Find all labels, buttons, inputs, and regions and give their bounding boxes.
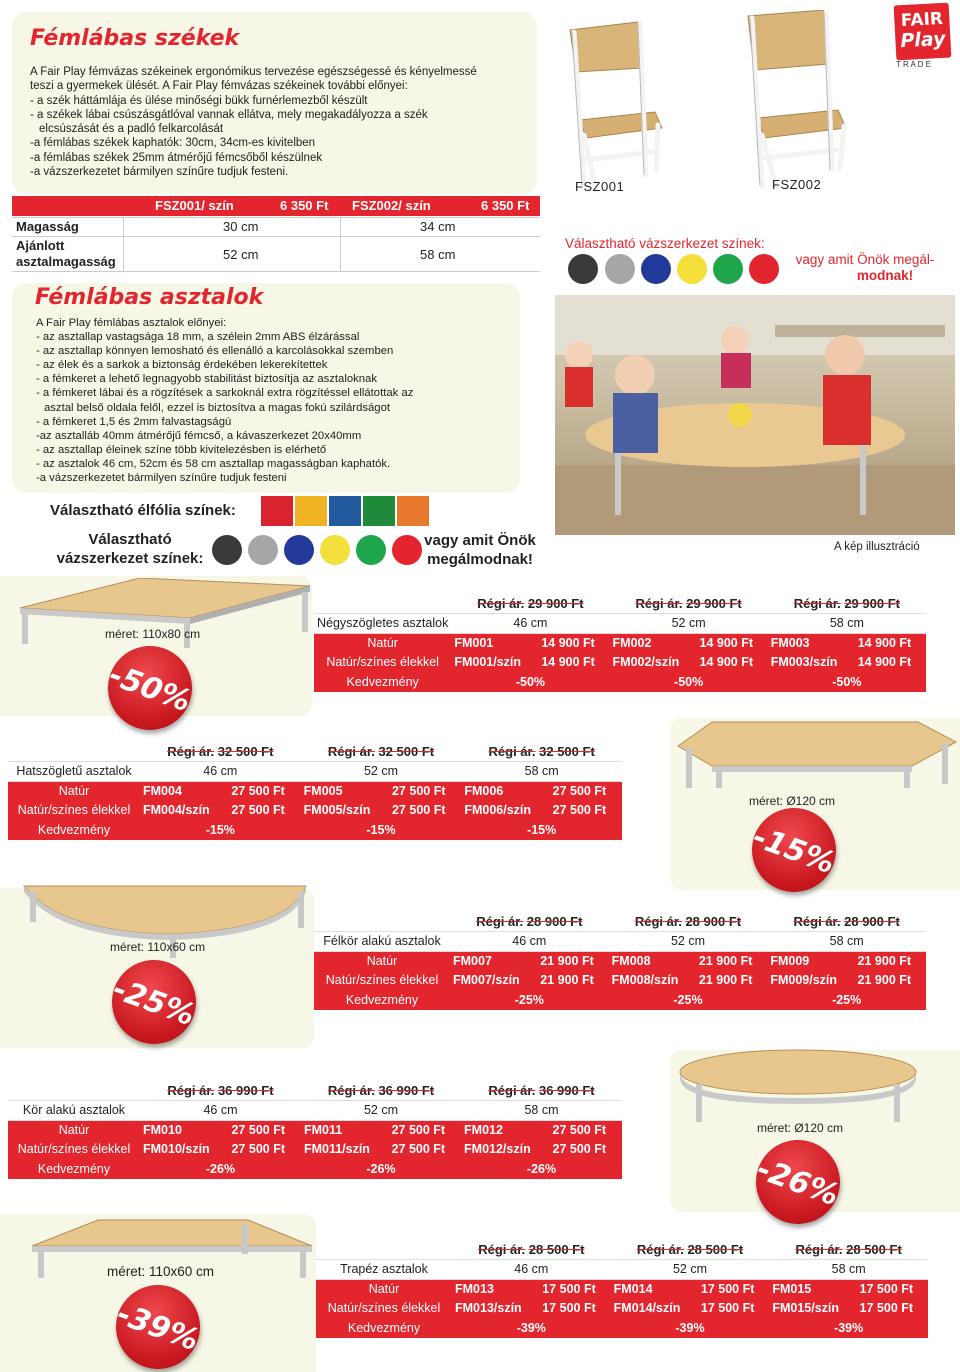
product-code: FM012 (461, 1120, 549, 1140)
chair-price-2: 6 350 Ft (481, 198, 530, 213)
product-code: FM010/szín (140, 1140, 228, 1160)
row-label: Kedvezmény (316, 1318, 452, 1338)
discount-cell: -15% (140, 820, 301, 840)
product-price: 21 900 Ft (855, 971, 926, 991)
chairs-intro-text (30, 65, 535, 179)
product-code: FM014/szín (611, 1299, 698, 1319)
natur-row (8, 781, 622, 801)
tables-intro-line: - az asztallap éleinek színe több kivitelezésben is elérhető (36, 443, 327, 456)
colored-row (314, 653, 926, 673)
old-price: Régi ár. 28 500 Ft (795, 1242, 902, 1257)
chairs-intro-line: -a fémlábas székek 25mm átmérőjű fémcsőből készülnek (30, 151, 323, 164)
tables-title: Fémlábas asztalok (35, 285, 264, 310)
tables-intro-line: -az asztalláb 40mm átmérőjű fémcső, a kávaszerkezet 20x40mm (36, 429, 362, 442)
tables-intro-text (36, 316, 516, 485)
row-label: Natúr/színes élekkel (8, 1140, 140, 1160)
discount-badge: -39% (104, 1273, 212, 1372)
product-price: 14 900 Ft (855, 653, 926, 673)
size-label: méret: 110x60 cm (107, 1264, 215, 1279)
row-label: Kedvezmény (314, 990, 450, 1010)
discount-row (314, 990, 926, 1010)
product-price: 27 500 Ft (550, 1120, 622, 1140)
chair-frame-colors-label: Választható vázszerkezet színek: (565, 236, 765, 251)
foil-swatch-red (261, 496, 293, 526)
old-price-row (8, 742, 622, 762)
color-swatch-yellow (320, 535, 350, 565)
discount-cell: -50% (768, 672, 926, 692)
table-height-label-line: asztalmagasság (16, 254, 116, 269)
product-code: FM008/szín (609, 971, 696, 991)
row-label: Natúr/színes élekkel (316, 1299, 452, 1319)
product-code: FM003 (768, 633, 855, 653)
divider (12, 271, 540, 272)
price-table (314, 594, 926, 692)
logo-subtitle: T R A D E (896, 60, 931, 69)
divider (12, 236, 540, 237)
discount-cell: -26% (461, 1159, 622, 1179)
product-price: 14 900 Ft (697, 653, 768, 673)
colored-row (314, 971, 926, 991)
height-cell: 52 cm (609, 932, 768, 952)
tables-intro-line: -a vázszerkezetet bármilyen színűre tudjuk festeni (36, 472, 287, 485)
old-price-row (314, 594, 926, 614)
height-cell: 52 cm (610, 614, 768, 634)
height-cell: 58 cm (768, 614, 926, 634)
height-cell: 58 cm (461, 1101, 622, 1121)
fair-play-logo (894, 3, 952, 61)
discount-row (314, 672, 926, 692)
product-code: FM006 (461, 781, 549, 801)
logo-line: Play (899, 27, 947, 53)
discount-cell: -26% (301, 1159, 461, 1179)
old-price-row (8, 1081, 622, 1101)
discount-cell: -50% (610, 672, 768, 692)
old-price: Régi ár. 28 900 Ft (793, 914, 900, 929)
chairs-intro-line: - a székek lábai csúszásgátlóval vannak ellátva, mely megakadályozza a szék (30, 108, 428, 121)
natur-row (314, 951, 926, 971)
row-label: Natúr (8, 781, 140, 801)
divider (123, 217, 124, 271)
discount-row (316, 1318, 928, 1338)
product-code: FM003/szín (768, 653, 855, 673)
old-price: Régi ár. 36 990 Ft (327, 1083, 435, 1098)
color-swatch-green (713, 254, 743, 284)
product-code: FM006/szín (461, 801, 549, 821)
chairs-intro-line: -a vázszerkezetet bármilyen színűre tudjuk festeni. (30, 166, 289, 179)
tables-intro-line: - az asztallap könnyen lemosható és ellenálló a karcolásokkal szemben (36, 345, 394, 358)
discount-row (8, 820, 622, 840)
natur-row (316, 1279, 928, 1299)
tables-intro-line: A Fair Play fémlábas asztalok előnyei: (36, 317, 227, 329)
size-label: méret: Ø120 cm (749, 794, 836, 808)
discount-cell: -25% (609, 990, 768, 1010)
table-frame-colors-label (50, 530, 210, 568)
discount-cell: -50% (451, 672, 609, 692)
color-swatch-blue (641, 254, 671, 284)
color-swatch-black (568, 254, 598, 284)
product-code: FM005 (301, 781, 389, 801)
height-cell: 46 cm (450, 932, 609, 952)
chair-fsz001-image (570, 22, 662, 190)
old-price-row (316, 1240, 928, 1260)
color-swatch-red (392, 535, 422, 565)
row-label: Natúr (314, 951, 450, 971)
colored-row (316, 1299, 928, 1319)
product-title: Félkör alakú asztalok (314, 932, 450, 952)
chairs-intro-line: A Fair Play fémvázas székeinek ergonómikus tervezése egészségessé és kényelmessé (30, 66, 477, 78)
product-price: 14 900 Ft (855, 633, 926, 653)
product-price: 14 900 Ft (538, 633, 609, 653)
product-code: FM015 (769, 1279, 856, 1299)
row-label: Natúr (314, 633, 451, 653)
product-price: 21 900 Ft (855, 951, 926, 971)
height-cell: 46 cm (140, 1101, 301, 1121)
price-table (8, 1081, 622, 1179)
product-code: FM002 (610, 633, 697, 653)
product-code: FM011/szín (301, 1140, 389, 1160)
dream-note-line: vagy amit Önök megál- (795, 252, 935, 267)
color-swatch-yellow (677, 254, 707, 284)
discount-cell: -39% (769, 1318, 928, 1338)
height-cell: 52 cm (301, 1101, 461, 1121)
photo-caption: A kép illusztráció (834, 541, 920, 553)
colored-row (8, 1140, 622, 1160)
discount-cell: -15% (301, 820, 462, 840)
table-height-label-line: Ajánlott (16, 238, 65, 253)
row-label: Natúr (8, 1120, 140, 1140)
chairs-title: Fémlábas székek (30, 26, 240, 51)
product-price: 21 900 Ft (537, 971, 608, 991)
chair-table-height-1: 52 cm (223, 247, 259, 262)
product-code: FM014 (611, 1279, 698, 1299)
product-code: FM007/szín (450, 971, 537, 991)
chair-label-fsz001: FSZ001 (575, 179, 625, 194)
product-title: Hatszögletű asztalok (8, 762, 140, 782)
product-price: 17 500 Ft (857, 1279, 928, 1299)
discount-badge: -26% (744, 1128, 852, 1236)
foil-colors-label: Választható élfólia színek: (50, 502, 236, 519)
product-price: 27 500 Ft (389, 1140, 461, 1160)
product-price: 21 900 Ft (537, 951, 608, 971)
chair-model-2: FSZ002/ szín (352, 198, 431, 213)
product-code: FM004/szín (140, 801, 228, 821)
height-cell: 46 cm (140, 762, 301, 782)
color-swatch-green (356, 535, 386, 565)
row-label: Kedvezmény (314, 672, 451, 692)
row-label: Natúr/színes élekkel (8, 801, 140, 821)
old-price: Régi ár. 36 990 Ft (488, 1083, 595, 1098)
product-price: 17 500 Ft (857, 1299, 928, 1319)
row-label: Kedvezmény (8, 820, 140, 840)
product-price: 27 500 Ft (389, 1120, 461, 1140)
height-row (314, 932, 926, 952)
product-price: 21 900 Ft (696, 971, 767, 991)
product-title: Trapéz asztalok (316, 1260, 452, 1280)
discount-cell: -15% (461, 820, 622, 840)
product-price: 17 500 Ft (539, 1299, 610, 1319)
height-cell: 52 cm (301, 762, 462, 782)
row-label: Kedvezmény (8, 1159, 140, 1179)
old-price: Régi ár. 29 900 Ft (635, 596, 742, 611)
size-label: méret: 110x60 cm (110, 940, 206, 954)
colored-row (8, 801, 622, 821)
row-label: Natúr/színes élekkel (314, 971, 450, 991)
old-price: Régi ár. 28 500 Ft (478, 1242, 585, 1257)
height-row (314, 614, 926, 634)
old-price: Régi ár. 28 900 Ft (634, 914, 742, 929)
dream-note-line: modnak! (856, 268, 914, 283)
foil-swatch-orange (397, 496, 429, 526)
old-price: Régi ár. 32 500 Ft (167, 744, 274, 759)
foil-swatch-yellow (295, 496, 327, 526)
product-title: Kör alakú asztalok (8, 1101, 140, 1121)
product-price: 27 500 Ft (228, 801, 300, 821)
product-code: FM015/szín (769, 1299, 856, 1319)
color-swatch-grey (605, 254, 635, 284)
product-price: 14 900 Ft (538, 653, 609, 673)
color-swatch-black (212, 535, 242, 565)
chair-dream-note (790, 252, 940, 284)
chair-price-1: 6 350 Ft (280, 198, 329, 213)
old-price: Régi ár. 28 900 Ft (476, 914, 583, 929)
product-code: FM010 (140, 1120, 228, 1140)
old-price: Régi ár. 36 990 Ft (167, 1083, 274, 1098)
product-price: 21 900 Ft (696, 951, 767, 971)
chair-model-1: FSZ001/ szín (155, 198, 234, 213)
chair-table-height-2: 58 cm (420, 247, 456, 262)
price-table (316, 1240, 928, 1338)
discount-badge: -25% (100, 948, 208, 1056)
product-price: 27 500 Ft (550, 801, 622, 821)
product-code: FM001/szín (451, 653, 538, 673)
discount-badge: -15% (740, 796, 848, 904)
natur-row (8, 1120, 622, 1140)
product-code: FM002/szín (610, 653, 697, 673)
old-price: Régi ár. 29 900 Ft (477, 596, 584, 611)
product-code: FM013/szín (452, 1299, 539, 1319)
round-table-image (676, 1048, 920, 1128)
product-code: FM004 (140, 781, 228, 801)
chair-illustrations (560, 10, 850, 200)
height-row (8, 1101, 622, 1121)
price-table (314, 912, 926, 1010)
frame-label-line: Választható (88, 531, 172, 548)
chair-fsz002-image (748, 10, 846, 186)
old-price: Régi ár. 28 500 Ft (636, 1242, 744, 1257)
product-price: 27 500 Ft (550, 781, 622, 801)
row-label: Natúr/színes élekkel (314, 653, 451, 673)
product-code: FM009/szín (767, 971, 854, 991)
dream-note-line: megálmodnak! (427, 551, 533, 568)
height-cell: 46 cm (452, 1260, 611, 1280)
chair-spec-header (12, 196, 540, 216)
product-price: 27 500 Ft (228, 781, 300, 801)
height-cell: 58 cm (769, 1260, 928, 1280)
height-cell: 52 cm (611, 1260, 770, 1280)
size-label: méret: 110x80 cm (105, 627, 201, 641)
product-code: FM013 (452, 1279, 539, 1299)
color-swatch-grey (248, 535, 278, 565)
old-price: Régi ár. 29 900 Ft (793, 596, 900, 611)
old-price: Régi ár. 32 500 Ft (327, 744, 435, 759)
hexagonal-table-image (672, 720, 960, 790)
discount-cell: -25% (450, 990, 609, 1010)
product-price: 27 500 Ft (550, 1140, 622, 1160)
height-row (316, 1260, 928, 1280)
size-label: méret: Ø120 cm (757, 1121, 844, 1135)
product-price: 27 500 Ft (389, 801, 461, 821)
product-code: FM009 (767, 951, 854, 971)
height-label: Magasság (16, 219, 79, 234)
color-swatch-blue (284, 535, 314, 565)
classroom-photo (555, 295, 955, 535)
discount-cell: -39% (452, 1318, 611, 1338)
divider (12, 217, 540, 218)
height-cell: 58 cm (461, 762, 622, 782)
discount-row (8, 1159, 622, 1179)
product-price: 17 500 Ft (698, 1299, 769, 1319)
height-cell: 58 cm (767, 932, 926, 952)
natur-row (314, 633, 926, 653)
foil-swatch-blue (329, 496, 361, 526)
color-swatch-red (749, 254, 779, 284)
height-cell: 46 cm (451, 614, 609, 634)
tables-intro-line: - a fémkeret 1,5 és 2mm falvastagságú (36, 415, 232, 428)
product-code: FM012/szín (461, 1140, 549, 1160)
chair-height-1: 30 cm (223, 219, 259, 234)
old-price: Régi ár. 32 500 Ft (488, 744, 595, 759)
price-table (8, 742, 622, 840)
product-price: 27 500 Ft (228, 1140, 300, 1160)
foil-swatch-green (363, 496, 395, 526)
product-code: FM005/szín (301, 801, 389, 821)
old-price-row (314, 912, 926, 932)
product-code: FM008 (609, 951, 696, 971)
chairs-intro-line: elcsúszását és a padló felkarcolását (39, 123, 224, 136)
discount-cell: -26% (140, 1159, 301, 1179)
discount-badge: -50% (96, 634, 204, 742)
tables-intro-line: - a fémkeret lábai és a rögzítések a sarkoknál extra rögzítéssel ellátottak az (36, 387, 414, 400)
photo-illustration (555, 295, 955, 535)
product-price: 14 900 Ft (697, 633, 768, 653)
product-code: FM011 (301, 1120, 389, 1140)
tables-intro-line: - az élek és a sarkok a biztonság érdekében lekerekítettek (36, 359, 328, 372)
chairs-intro-line: teszi a gyermekek ülését. A Fair Play fémvázas székeinek további előnyei: (30, 80, 408, 93)
tables-intro-line: asztal belső oldala felől, ezzel is biztosítva a magas fokú szilárdságot (44, 401, 390, 414)
product-price: 17 500 Ft (698, 1279, 769, 1299)
chairs-intro-line: -a fémlábas székek kaphatók: 30cm, 34cm-es kivitelben (30, 137, 316, 150)
chair-label-fsz002: FSZ002 (772, 177, 822, 192)
discount-cell: -39% (611, 1318, 770, 1338)
chairs-intro-line: - a szék háttámlája és ülése minőségi bükk furnérlemezből készült (30, 94, 368, 107)
product-code: FM001 (451, 633, 538, 653)
height-row (8, 762, 622, 782)
divider (340, 217, 341, 271)
tables-intro-line: - a fémkeret a lehető legnagyobb stabilitást biztosítja az asztaloknak (36, 373, 377, 386)
product-price: 17 500 Ft (539, 1279, 610, 1299)
product-title: Négyszögletes asztalok (314, 614, 451, 634)
logo-line: FAIR (900, 8, 944, 32)
tables-intro-line: - az asztalok 46 cm, 52cm és 58 cm asztallap magasságban kaphatók. (36, 457, 391, 470)
row-label: Natúr (316, 1279, 452, 1299)
product-code: FM007 (450, 951, 537, 971)
dream-note-line: vagy amit Önök (424, 532, 536, 549)
product-price: 27 500 Ft (389, 781, 461, 801)
product-price: 27 500 Ft (228, 1120, 300, 1140)
tables-intro-line: - az asztallap vastagsága 18 mm, a szélein 2mm ABS élzárással (36, 331, 360, 344)
frame-label-line: vázszerkezet színek: (56, 550, 204, 567)
tables-dream-note (424, 531, 536, 569)
table-height-label (16, 238, 116, 270)
chair-height-2: 34 cm (420, 219, 456, 234)
discount-cell: -25% (767, 990, 926, 1010)
